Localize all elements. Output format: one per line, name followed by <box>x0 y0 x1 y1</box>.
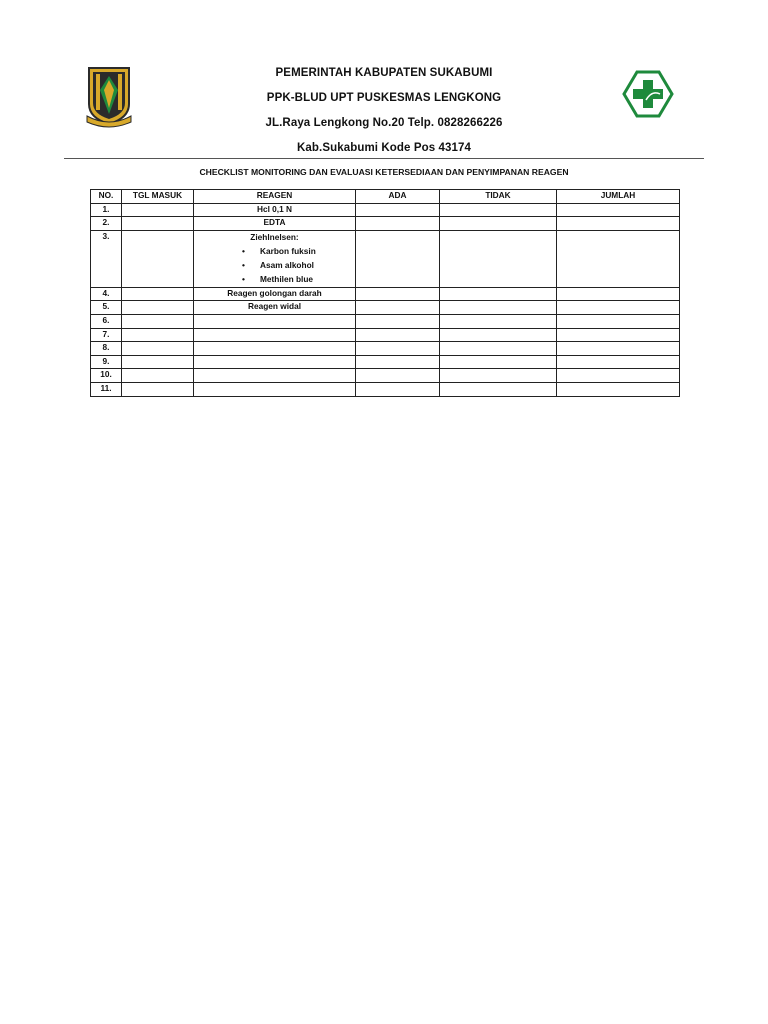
row-tgl-masuk <box>122 287 194 301</box>
row-reagen <box>194 314 356 328</box>
row-tgl-masuk <box>122 314 194 328</box>
reagen-group-label: Ziehlnelsen: <box>250 231 299 242</box>
table-row <box>91 314 680 328</box>
row-reagen <box>194 355 356 369</box>
row-jumlah <box>557 230 680 287</box>
row-jumlah <box>557 342 680 356</box>
row-jumlah <box>557 203 680 217</box>
table-row <box>91 217 680 231</box>
table-row <box>91 230 680 287</box>
table-row <box>91 203 680 217</box>
table-row <box>91 382 680 396</box>
row-ada <box>356 301 440 315</box>
bullet-icon: • <box>242 259 245 270</box>
row-no: 10. <box>91 369 122 383</box>
row-no: 3. <box>91 230 122 287</box>
row-reagen <box>194 382 356 396</box>
row-reagen: EDTA <box>194 217 356 231</box>
table-row <box>91 301 680 315</box>
row-ada <box>356 328 440 342</box>
row-reagen: Hcl 0,1 N <box>194 203 356 217</box>
row-tidak <box>440 301 557 315</box>
header-ada: ADA <box>356 190 440 204</box>
row-ada <box>356 369 440 383</box>
reagent-checklist-table <box>90 189 680 397</box>
row-ada <box>356 287 440 301</box>
header-divider <box>64 158 704 159</box>
list-item: • Asam alkohol <box>242 259 314 270</box>
row-no: 8. <box>91 342 122 356</box>
row-tgl-masuk <box>122 301 194 315</box>
row-tgl-masuk <box>122 342 194 356</box>
row-tidak <box>440 355 557 369</box>
table-row <box>91 355 680 369</box>
bullet-icon: • <box>242 245 245 256</box>
row-no: 4. <box>91 287 122 301</box>
row-tgl-masuk <box>122 382 194 396</box>
row-no: 5. <box>91 301 122 315</box>
row-no: 2. <box>91 217 122 231</box>
row-tidak <box>440 382 557 396</box>
header-address: JL.Raya Lengkong No.20 Telp. 0828266226 <box>265 117 503 129</box>
table-row <box>91 342 680 356</box>
row-tidak <box>440 342 557 356</box>
row-tgl-masuk <box>122 355 194 369</box>
table-row <box>91 328 680 342</box>
table-header-row <box>91 190 680 204</box>
row-no: 11. <box>91 382 122 396</box>
header-no: NO. <box>91 190 122 204</box>
header-jumlah: JUMLAH <box>557 190 680 204</box>
list-item: • Methilen blue <box>242 273 314 284</box>
row-reagen <box>194 342 356 356</box>
row-ada <box>356 203 440 217</box>
row-jumlah <box>557 217 680 231</box>
row-tidak <box>440 203 557 217</box>
row-ada <box>356 382 440 396</box>
row-no: 6. <box>91 314 122 328</box>
row-reagen <box>194 369 356 383</box>
list-item: • Karbon fuksin <box>242 245 316 256</box>
row-jumlah <box>557 314 680 328</box>
row-reagen <box>194 328 356 342</box>
row-tidak <box>440 369 557 383</box>
row-tgl-masuk <box>122 203 194 217</box>
row-jumlah <box>557 382 680 396</box>
row-tidak <box>440 314 557 328</box>
bullet-icon: • <box>242 273 245 284</box>
row-no: 9. <box>91 355 122 369</box>
row-ada <box>356 355 440 369</box>
table-row <box>91 287 680 301</box>
row-jumlah <box>557 287 680 301</box>
row-jumlah <box>557 301 680 315</box>
row-jumlah <box>557 355 680 369</box>
row-tidak <box>440 328 557 342</box>
row-reagen: Reagen golongan darah <box>194 287 356 301</box>
row-no: 7. <box>91 328 122 342</box>
row-ada <box>356 217 440 231</box>
header-institution: PPK-BLUD UPT PUSKESMAS LENGKONG <box>266 92 502 104</box>
row-no: 1. <box>91 203 122 217</box>
row-tidak <box>440 230 557 287</box>
row-tgl-masuk <box>122 369 194 383</box>
header-tgl-masuk: TGL MASUK <box>122 190 194 204</box>
header-reagen: REAGEN <box>194 190 356 204</box>
row-tidak <box>440 217 557 231</box>
row-reagen: Reagen widal <box>194 301 356 315</box>
header-government: PEMERINTAH KABUPATEN SUKABUMI <box>275 67 493 79</box>
row-ada <box>356 230 440 287</box>
row-tgl-masuk <box>122 230 194 287</box>
row-reagen <box>194 230 356 287</box>
row-jumlah <box>557 328 680 342</box>
header-postal: Kab.Sukabumi Kode Pos 43174 <box>297 142 471 154</box>
row-ada <box>356 342 440 356</box>
row-tidak <box>440 287 557 301</box>
row-tgl-masuk <box>122 328 194 342</box>
row-jumlah <box>557 369 680 383</box>
table-row <box>91 369 680 383</box>
header-tidak: TIDAK <box>440 190 557 204</box>
reagen-sub-list <box>196 245 353 287</box>
row-tgl-masuk <box>122 217 194 231</box>
row-ada <box>356 314 440 328</box>
document-title: CHECKLIST MONITORING DAN EVALUASI KETERSEDIAAN DAN PENYIMPANAN REAGEN <box>199 167 569 177</box>
